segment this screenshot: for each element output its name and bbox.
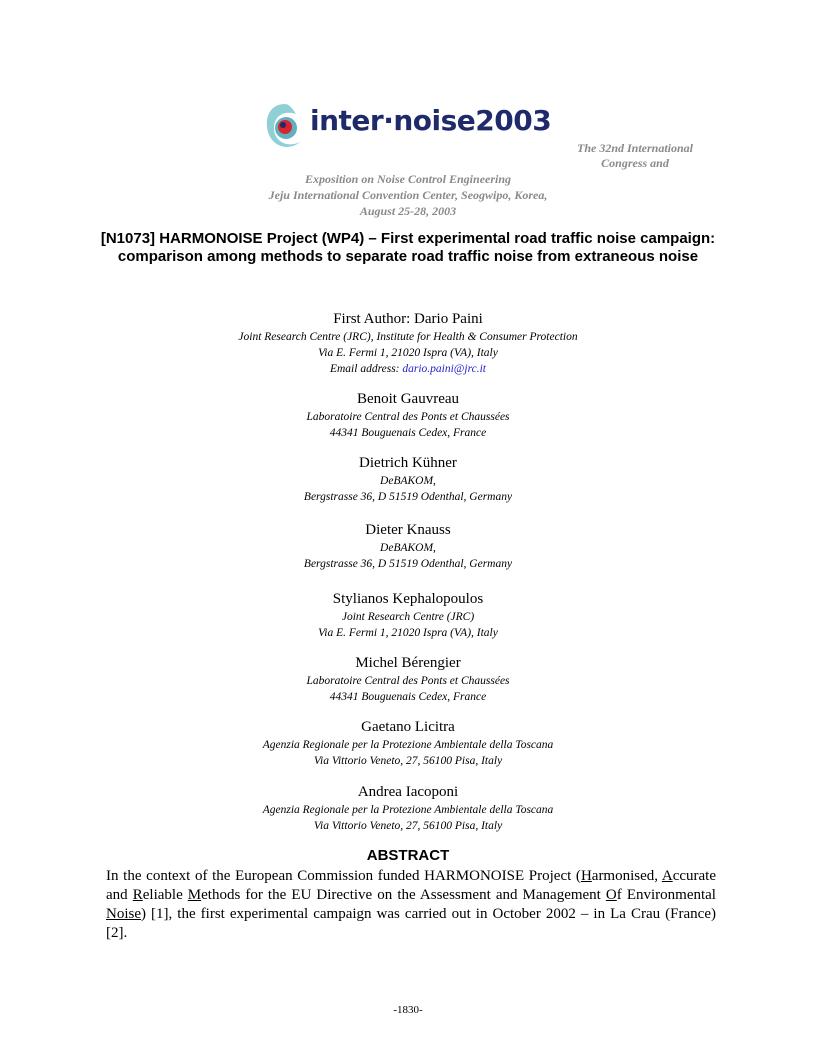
abstract-run: eliable bbox=[142, 887, 188, 903]
abstract-run: ) [1], the first experimental campaign was carried out in October 2002 – in La Crau (France) [2]. bbox=[106, 906, 716, 941]
author-affiliation: DeBAKOM, bbox=[380, 542, 436, 554]
author-name bbox=[100, 310, 716, 329]
author-block bbox=[100, 718, 716, 769]
author-block bbox=[100, 390, 716, 441]
abstract-underlined: H bbox=[580, 868, 592, 884]
author-block bbox=[100, 654, 716, 705]
author-name: Dietrich Kühner bbox=[359, 455, 457, 471]
author-name: Michel Bérengier bbox=[355, 655, 461, 671]
author-name: Gaetano Licitra bbox=[361, 719, 455, 735]
author-address: Bergstrasse 36, D 51519 Odenthal, Germany bbox=[303, 558, 513, 570]
abstract-run: f Environmental bbox=[616, 887, 716, 903]
abstract-underlined: Noise bbox=[106, 906, 141, 922]
author-address: Via E. Fermi 1, 21020 Ispra (VA), Italy bbox=[318, 627, 498, 639]
author-name: Andrea Iacoponi bbox=[357, 784, 459, 800]
abstract-run: In the context of the European Commission funded HARMONOISE Project ( bbox=[106, 868, 581, 884]
author-email bbox=[100, 361, 716, 377]
author-address: 44341 Bouguenais Cedex, France bbox=[329, 427, 487, 439]
email-prefix: Email address: bbox=[329, 363, 403, 375]
swirl-logo-icon bbox=[262, 98, 308, 158]
author-address: 44341 Bouguenais Cedex, France bbox=[329, 691, 487, 703]
author-name: Stylianos Kephalopoulos bbox=[332, 591, 484, 607]
abstract-heading: ABSTRACT bbox=[366, 847, 450, 864]
abstract-text bbox=[106, 867, 716, 943]
author-address: Via Vittorio Veneto, 27, 56100 Pisa, Italy bbox=[313, 820, 503, 832]
author-affiliation: Laboratoire Central des Ponts et Chaussées bbox=[306, 675, 510, 687]
exposition-info bbox=[210, 171, 606, 219]
abstract-run: armonised, bbox=[591, 868, 662, 884]
author-address: Via E. Fermi 1, 21020 Ispra (VA), Italy bbox=[318, 347, 498, 359]
author-name: Dieter Knauss bbox=[365, 522, 451, 538]
paper-title: [N1073] HARMONOISE Project (WP4) – First experimental road traffic noise campaign: comparison among methods to separate road traffic noise from extraneous noise bbox=[100, 230, 716, 265]
abstract-run: ccurate and bbox=[106, 868, 716, 903]
author-address: Via Vittorio Veneto, 27, 56100 Pisa, Italy bbox=[313, 755, 503, 767]
author-name-text: Dario Paini bbox=[414, 311, 483, 327]
expo-line-1: Exposition on Noise Control Engineering bbox=[304, 172, 512, 186]
author-block bbox=[100, 783, 716, 834]
abstract-underlined: M bbox=[187, 887, 202, 903]
page-number: -1830- bbox=[393, 1004, 423, 1016]
expo-line-2: Jeju International Convention Center, Seogwipo, Korea, bbox=[268, 188, 548, 202]
author-block bbox=[100, 590, 716, 641]
author-address: Bergstrasse 36, D 51519 Odenthal, Germany bbox=[303, 491, 513, 503]
author-block bbox=[100, 454, 716, 505]
author-affiliation: Agenzia Regionale per la Protezione Ambientale della Toscana bbox=[262, 804, 554, 816]
abstract-underlined: R bbox=[132, 887, 143, 903]
email-link[interactable]: dario.paini@jrc.it bbox=[402, 363, 487, 375]
conference-line: The 32nd International Congress and bbox=[576, 141, 694, 170]
author-block bbox=[100, 521, 716, 572]
conference-logo bbox=[262, 98, 552, 158]
author-affiliation: Agenzia Regionale per la Protezione Ambientale della Toscana bbox=[262, 739, 554, 751]
abstract-underlined: A bbox=[661, 868, 673, 884]
logo-text: inter·noise2003 bbox=[310, 104, 552, 137]
author-affiliation: Joint Research Centre (JRC), Institute for Health & Consumer Protection bbox=[238, 331, 578, 343]
author-affiliation: Laboratoire Central des Ponts et Chaussées bbox=[306, 411, 510, 423]
abstract-underlined: O bbox=[605, 887, 617, 903]
author-affiliation: DeBAKOM, bbox=[380, 475, 436, 487]
author-name: Benoit Gauvreau bbox=[356, 391, 460, 407]
first-author-prefix: First Author: bbox=[333, 311, 415, 327]
expo-line-3: August 25-28, 2003 bbox=[359, 204, 457, 218]
abstract-run: ethods for the EU Directive on the Assessment and Management bbox=[201, 887, 606, 903]
author-affiliation: Joint Research Centre (JRC) bbox=[341, 611, 475, 623]
author-block bbox=[100, 310, 716, 377]
